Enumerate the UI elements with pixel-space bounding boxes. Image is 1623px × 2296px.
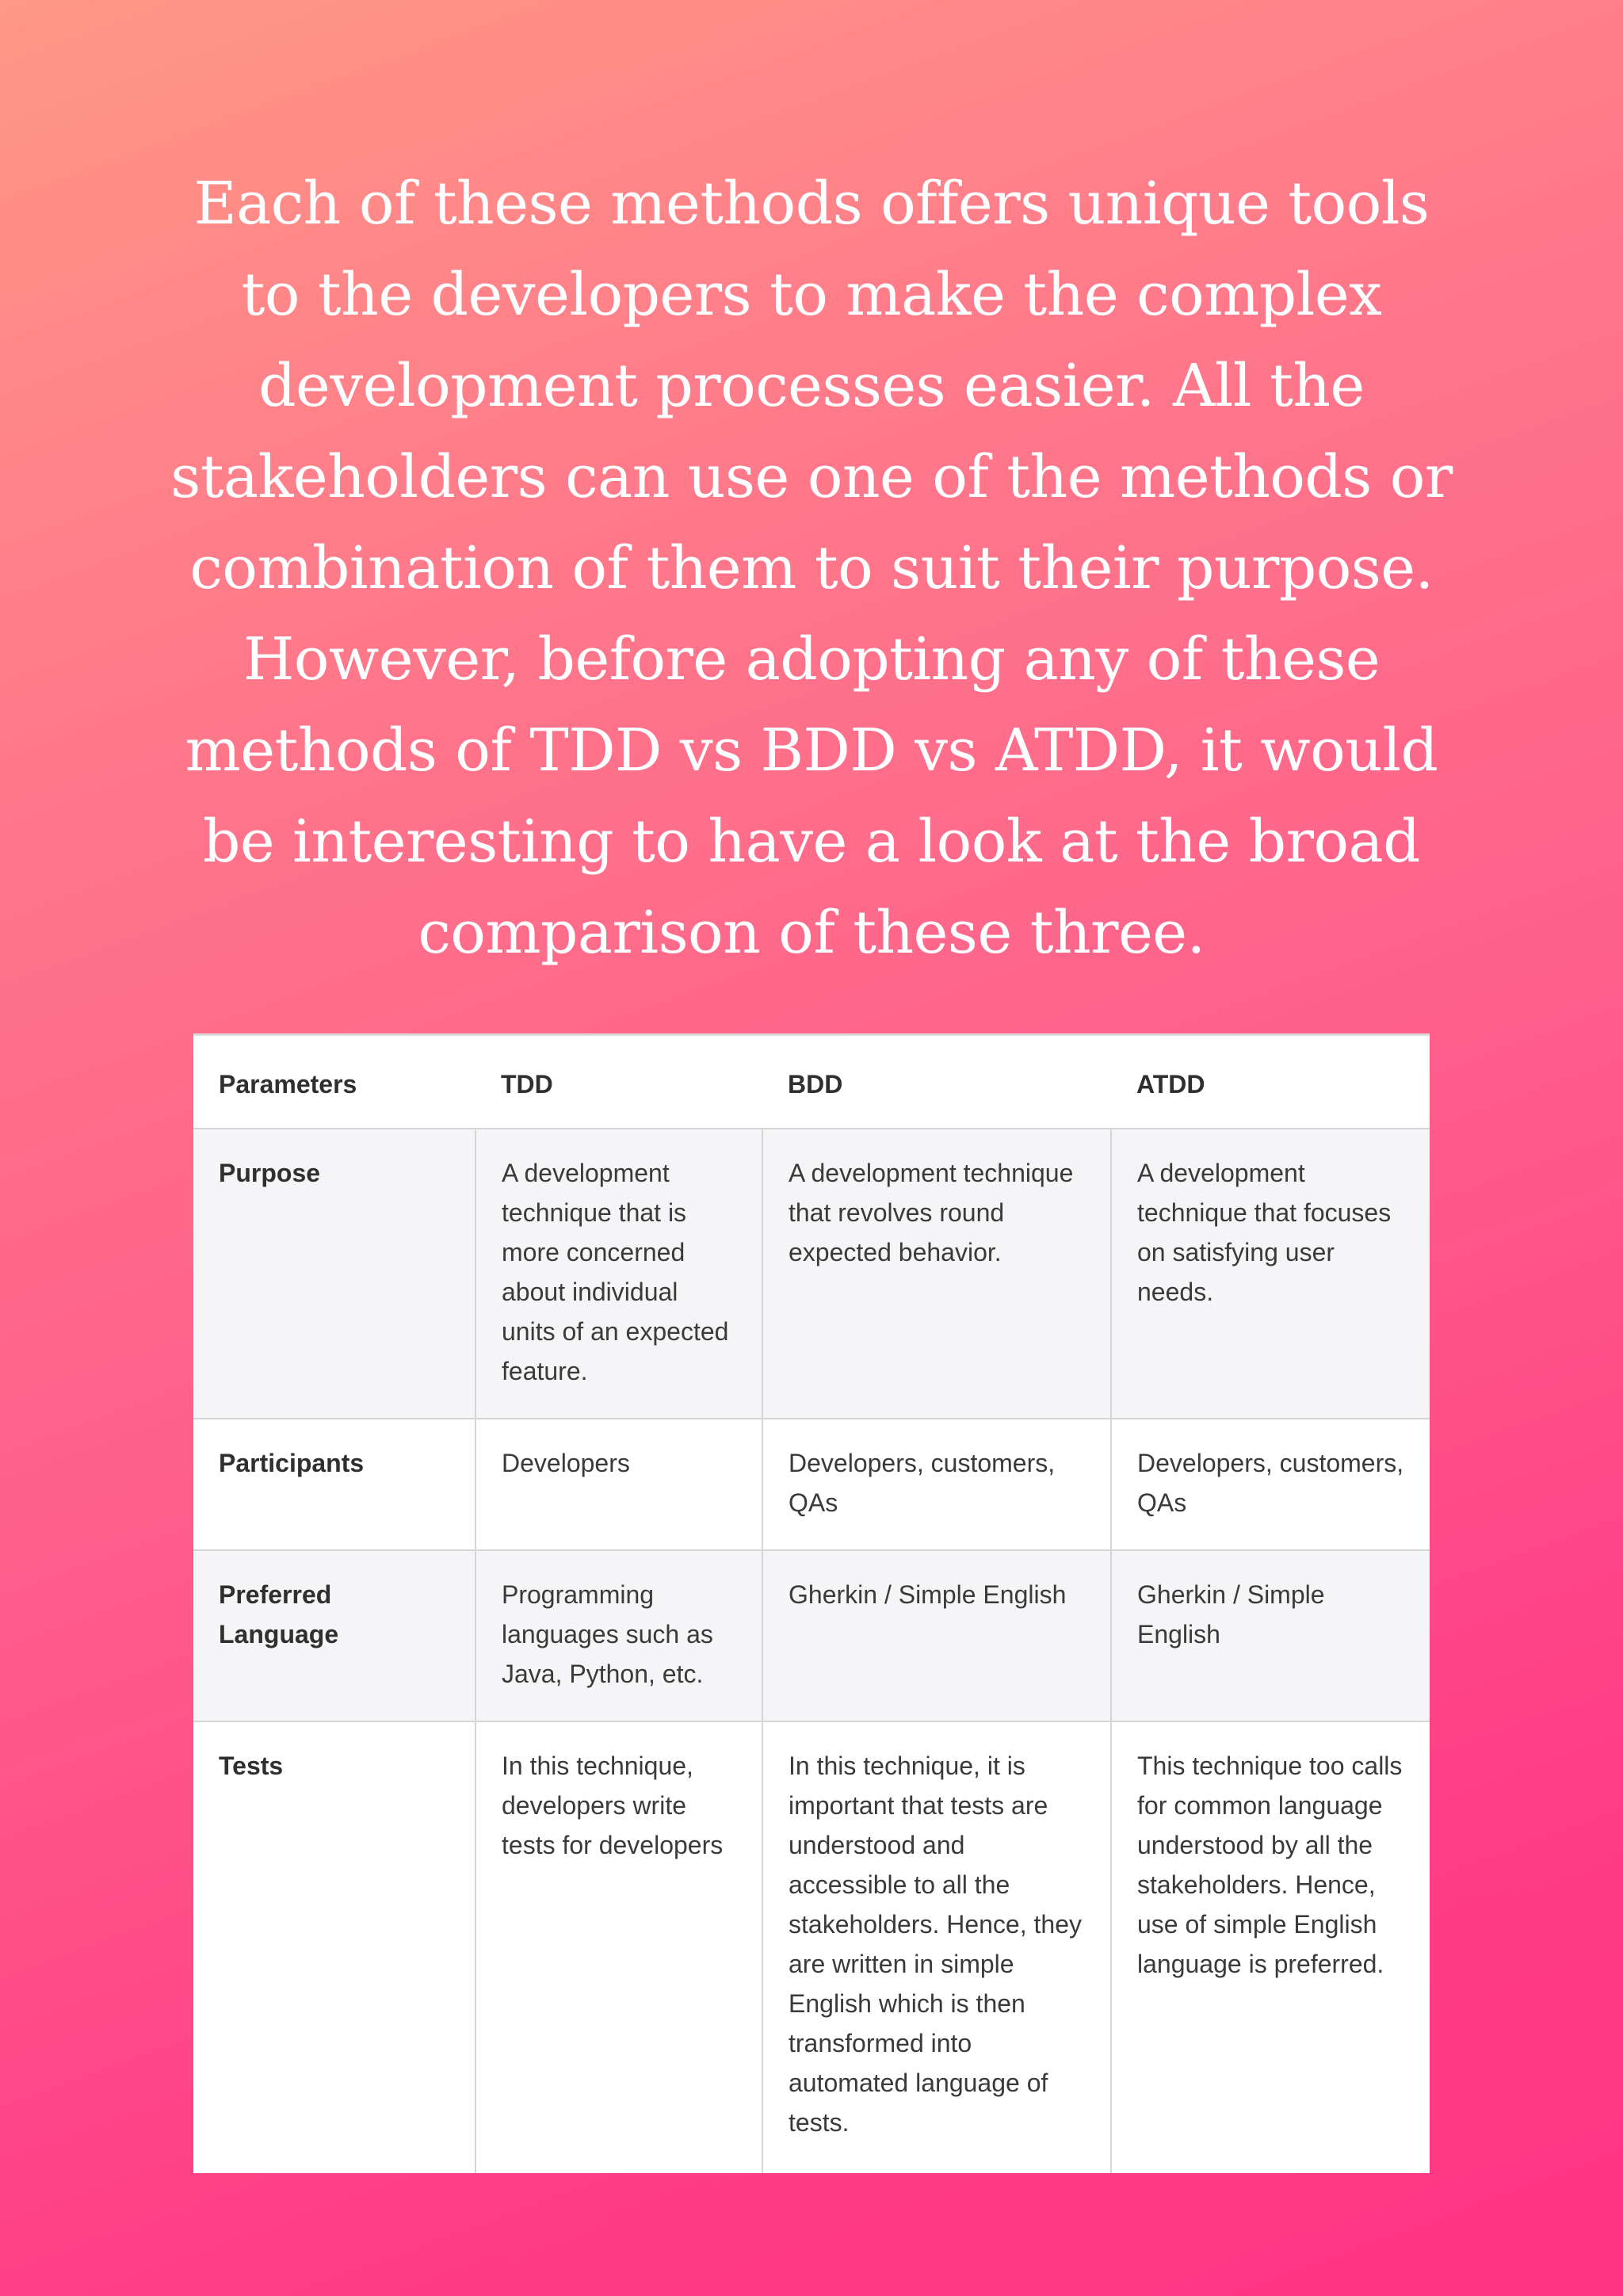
cell-purpose-bdd: A development technique that revolves round expected behavior. xyxy=(762,1129,1111,1419)
comparison-table xyxy=(193,1036,1430,2173)
cell-participants-bdd: Developers, customers, QAs xyxy=(762,1419,1111,1550)
header-atdd: ATDD xyxy=(1136,1070,1205,1098)
intro-paragraph: Each of these methods offers unique tools to the developers to make the complex development processes easier. All the stakeholders can use one of the methods or combination of them to suit their purpose. However, before adopting any of these methods of TDD vs BDD vs ATDD, it would be interesting to have a look at the broad comparison of these three. xyxy=(170,170,1453,967)
cell-language-tdd: Programming languages such as Java, Python, etc. xyxy=(475,1550,762,1721)
header-tdd: TDD xyxy=(501,1070,553,1098)
cell-participants-atdd: Developers, customers, QAs xyxy=(1111,1419,1430,1550)
table-row-participants xyxy=(193,1419,1430,1550)
cell-purpose-tdd: A development technique that is more concerned about individual units of an expected feature. xyxy=(475,1129,762,1419)
table-row-tests xyxy=(193,1721,1430,2173)
row-label-tests: Tests xyxy=(193,1721,475,2173)
cell-purpose-atdd: A development technique that focuses on satisfying user needs. xyxy=(1111,1129,1430,1419)
row-label-purpose: Purpose xyxy=(193,1129,475,1419)
cell-language-atdd: Gherkin / Simple English xyxy=(1111,1550,1430,1721)
header-parameters: Parameters xyxy=(219,1070,357,1098)
cell-tests-bdd: In this technique, it is important that tests are understood and accessible to all the stakeholders. Hence, they are written in simple English which is then transformed into automated language of tests. xyxy=(762,1721,1111,2173)
row-label-participants: Participants xyxy=(193,1419,475,1550)
cell-language-bdd: Gherkin / Simple English xyxy=(762,1550,1111,1721)
cell-participants-tdd: Developers xyxy=(475,1419,762,1550)
comparison-table-card xyxy=(193,1033,1430,2170)
table-row-preferred-language xyxy=(193,1550,1430,1721)
cell-tests-tdd: In this technique, developers write tests for developers xyxy=(475,1721,762,2173)
table-header-row xyxy=(193,1036,1430,1129)
cell-tests-atdd: This technique too calls for common language understood by all the stakeholders. Hence, use of simple English language is preferred. xyxy=(1111,1721,1430,2173)
header-bdd: BDD xyxy=(788,1070,843,1098)
table-row-purpose xyxy=(193,1129,1430,1419)
row-label-preferred-language: Preferred Language xyxy=(193,1550,475,1721)
